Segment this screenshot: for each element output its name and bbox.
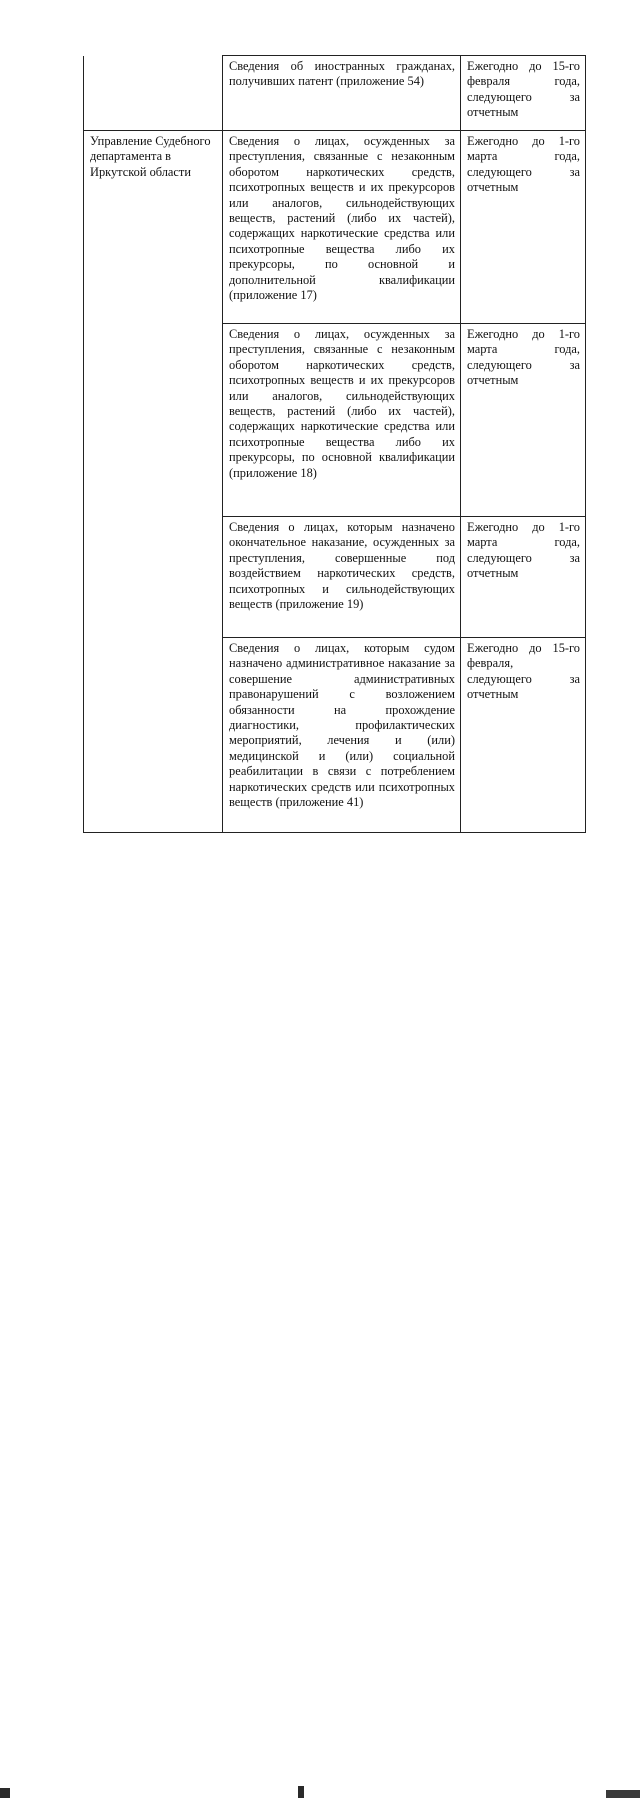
table-row xyxy=(84,131,586,324)
org-cell xyxy=(84,638,223,833)
info-cell: Сведения о лицах, осужденных за преступления, связанные с незаконным оборотом наркотических средств, психотропных веществ и их прекурсоров или аналогов, сильнодействующих веществ, растений (либо их частей), содержащих наркотические средства или психотропные вещества либо их прекурсоры, по основной и дополнительной квалификации (приложение 17) xyxy=(223,131,461,324)
scan-mark-center xyxy=(298,1786,304,1798)
term-cell: Ежегодно до 15-го февраля, следующего за отчетным xyxy=(461,638,586,833)
org-cell: Управление Судебного департамента в Иркутской области xyxy=(84,131,223,324)
org-cell xyxy=(84,56,223,131)
table-row xyxy=(84,517,586,638)
info-cell: Сведения об иностранных гражданах, получивших патент (приложение 54) xyxy=(223,56,461,131)
term-cell: Ежегодно до 1-го марта года, следующего за отчетным xyxy=(461,324,586,517)
info-cell: Сведения о лицах, осужденных за преступления, связанные с незаконным оборотом наркотических средств, психотропных веществ и их прекурсоров или аналогов, сильнодействующих веществ, растений (либо их частей), содержащих наркотические средства или психотропные вещества либо их прекурсоры, по основной квалификации (приложение 18) xyxy=(223,324,461,517)
table-row xyxy=(84,56,586,131)
org-cell xyxy=(84,517,223,638)
table-row xyxy=(84,638,586,833)
scan-mark-right xyxy=(606,1790,640,1798)
table-row xyxy=(84,324,586,517)
term-cell: Ежегодно до 1-го марта года, следующего за отчетным xyxy=(461,131,586,324)
term-cell: Ежегодно до 1-го марта года, следующего за отчетным xyxy=(461,517,586,638)
scan-mark-left xyxy=(0,1788,10,1798)
scan-edge xyxy=(0,893,640,905)
info-cell: Сведения о лицах, которым назначено окончательное наказание, осужденных за преступления, совершенные под воздействием наркотических средств, психотропных и сильнодействующих веществ (приложение 19) xyxy=(223,517,461,638)
reporting-table xyxy=(83,55,586,833)
info-cell: Сведения о лицах, которым судом назначено административное наказание за совершение административных правонарушений с возложением обязанности на прохождение диагностики, профилактических мероприятий, лечения и (или) медицинской и (или) социальной реабилитации в связи с потреблением наркотических средств или психотропных веществ (приложение 41) xyxy=(223,638,461,833)
term-cell: Ежегодно до 15-го февраля года, следующего за отчетным xyxy=(461,56,586,131)
org-cell xyxy=(84,324,223,517)
